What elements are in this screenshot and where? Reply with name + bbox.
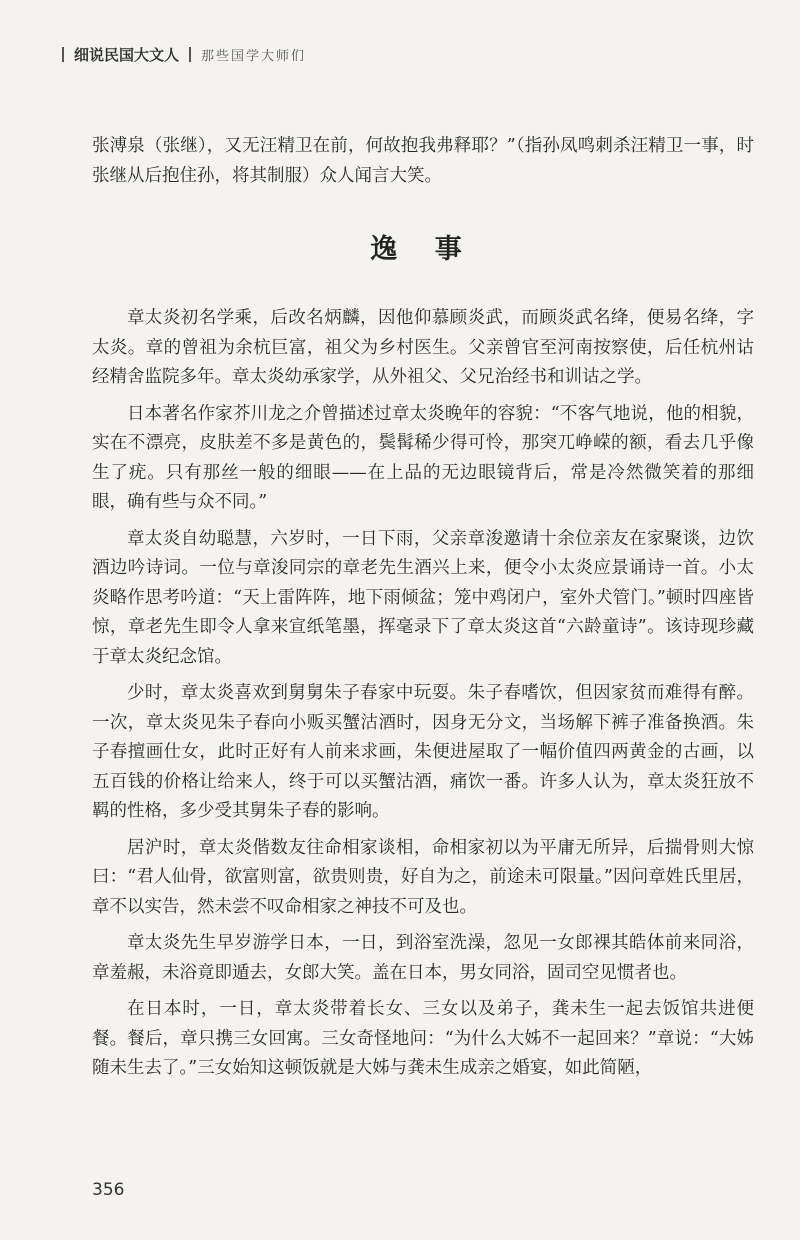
page-number: 356: [92, 1180, 125, 1200]
paragraph: 在日本时，一日，章太炎带着长女、三女以及弟子，龚未生一起去饭馆共进便餐。餐后，章只携三女回寓。三女奇怪地问：“为什么大姊不一起回来？”章说：“大姊随未生去了。”三女始知这顿饭就是大姊与龚未生成亲之婚宴，如此简陋，: [92, 999, 754, 1078]
paragraph: 章太炎先生早岁游学日本，一日，到浴室洗澡，忽见一女郎裸其皓体前来同浴，章羞赧，未浴竟即遁去，女郎大笑。盖在日本，男女同浴，固司空见惯者也。: [92, 933, 754, 983]
paragraph: 居沪时，章太炎偕数友往命相家谈相，命相家初以为平庸无所异，后揣骨则大惊曰：“君人仙骨，欲富则富，欲贵则贵，好自为之，前途未可限量。”因问章姓氏里居，章不以实告，然未尝不叹命相家之神技不可及也。: [92, 837, 754, 917]
section-title: 逸 事: [370, 234, 476, 265]
header-divider: [189, 47, 191, 62]
running-header: [62, 44, 306, 65]
paragraph: 少时，章太炎喜欢到舅舅朱子春家中玩耍。朱子春嗜饮，但因家贫而难得有醉。一次，章太炎见朱子春向小贩买蟹沽酒时，因身无分文，当场解下裤子准备换酒。朱子春擅画仕女，此时正好有人前来求画，朱便进屋取了一幅价值四两黄金的古画，以五百钱的价格让给来人，终于可以买蟹沽酒，痛饮一番。许多人认为，章太炎狂放不羁的性格，多少受其舅朱子春的影响。: [92, 683, 754, 821]
paragraph: 章太炎自幼聪慧，六岁时，一日下雨，父亲章浚邀请十余位亲友在家聚谈，边饮酒边吟诗词。一位与章浚同宗的章老先生酒兴上来，便令小太炎应景诵诗一首。小太炎略作思考吟道：“天上雷阵阵，地下雨倾盆；笼中鸡闭户，室外犬管门。”顿时四座皆惊，章老先生即令人拿来宣纸笔墨，挥毫录下了章太炎这首“六龄童诗”。该诗现珍藏于章太炎纪念馆。: [92, 528, 754, 667]
paragraph: 日本著名作家芥川龙之介曾描述过章太炎晚年的容貌：“不客气地说，他的相貌，实在不漂亮，皮肤差不多是黄色的，鬓髯稀少得可怜，那突兀峥嵘的额，看去几乎像生了疣。只有那丝一般的细眼——在上品的无边眼镜背后，常是冷然微笑着的那细眼，确有些与众不同。”: [92, 403, 754, 512]
paragraph: 章太炎初名学乘，后改名炳麟，因他仰慕顾炎武，而顾炎武名绛，便易名绛，字太炎。章的曾祖为余杭巨富，祖父为乡村医生。父亲曾官至河南按察使，后任杭州诂经精舍监院多年。章太炎幼承家学，从外祖父、父兄治经书和训诂之学。: [92, 308, 754, 387]
header-divider: [62, 47, 64, 62]
paragraph: 张溥泉（张继），又无汪精卫在前，何故抱我弗释耶？”（指孙凤鸣刺杀汪精卫一事，时张继从后抱住孙，将其制服）众人闻言大笑。: [92, 136, 754, 186]
page-body: [92, 132, 754, 1084]
book-title: 细说民国大文人: [74, 46, 180, 64]
section-heading: 那些国学大师们: [201, 49, 307, 64]
